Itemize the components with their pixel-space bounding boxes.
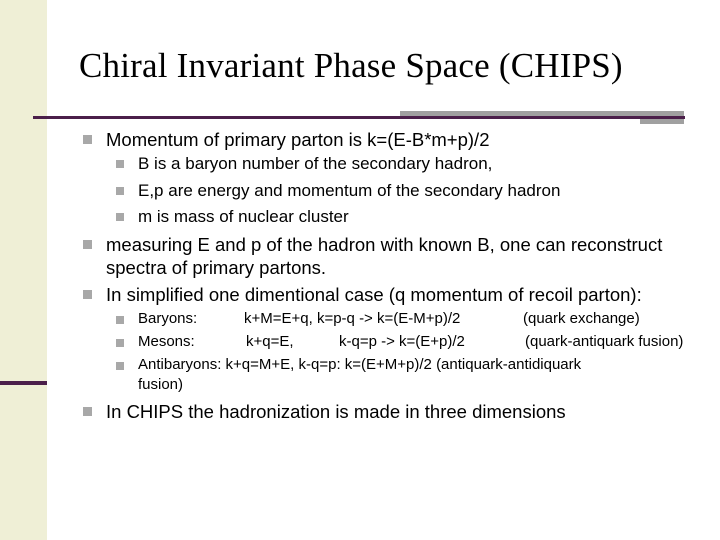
bullet-square-icon <box>83 240 92 249</box>
bullet-antibaryons-line2: fusion) <box>138 376 184 393</box>
bullet-mesons <box>138 333 718 353</box>
bullet-chips: In CHIPS the hadronization is made in three dimensions <box>106 401 566 422</box>
bullet-mass: m is mass of nuclear cluster <box>138 207 349 226</box>
bullet-energy-momentum: E,p are energy and momentum of the secondary hadron <box>138 181 561 200</box>
baryons-formula: k+M=E+q, k=p-q -> k=(E-M+p)/2 <box>244 310 461 327</box>
mesons-formula1: k+q=E, <box>246 333 294 350</box>
baryons-label: Baryons: <box>138 310 198 327</box>
bullet-measuring-line1: measuring E and p of the hadron with known B, one can reconstruct <box>106 234 663 255</box>
sidebar-accent-line <box>0 381 47 385</box>
slide-title: Chiral Invariant Phase Space (CHIPS) <box>79 46 623 85</box>
bullet-baryon-number: B is a baryon number of the secondary hadron, <box>138 154 493 173</box>
title-rule <box>33 116 685 119</box>
sidebar-band <box>0 0 47 540</box>
bullet-square-icon <box>116 362 124 370</box>
bullet-square-icon <box>116 339 124 347</box>
bullet-square-icon <box>116 316 124 324</box>
bullet-square-icon <box>116 160 124 168</box>
bullet-square-icon <box>83 290 92 299</box>
baryons-note: (quark exchange) <box>523 310 640 327</box>
mesons-formula2: k-q=p -> k=(E+p)/2 <box>339 333 465 350</box>
bullet-baryons <box>138 310 718 330</box>
bullet-antibaryons-line1: Antibaryons: k+q=M+E, k-q=p: k=(E+M+p)/2 (antiquark-antidiquark <box>138 356 582 373</box>
mesons-note: (quark-antiquark fusion) <box>525 333 684 350</box>
bullet-measuring-line2: spectra of primary partons. <box>106 257 327 278</box>
mesons-label: Mesons: <box>138 333 195 350</box>
bullet-square-icon <box>116 187 124 195</box>
bullet-square-icon <box>83 407 92 416</box>
bullet-square-icon <box>83 135 92 144</box>
bullet-momentum: Momentum of primary parton is k=(E-B*m+p)/2 <box>106 129 490 150</box>
bullet-simplified: In simplified one dimentional case (q momentum of recoil parton): <box>106 284 642 305</box>
bullet-square-icon <box>116 213 124 221</box>
title-rule-grey-lower <box>640 119 684 124</box>
